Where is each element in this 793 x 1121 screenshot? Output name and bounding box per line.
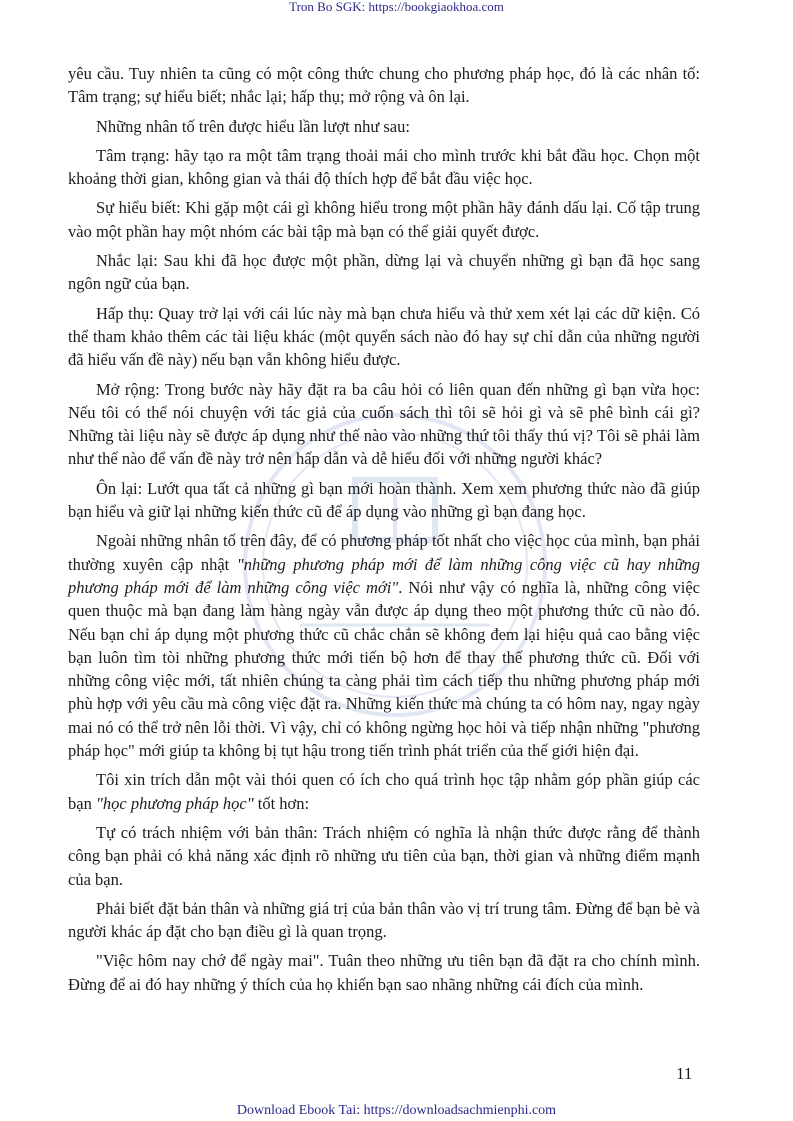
paragraph: yêu cầu. Tuy nhiên ta cũng có một công thức chung cho phương pháp học, đó là các nhân tố: Tâm trạng; sự hiểu biết; nhắc lại; hấp thụ; mở rộng và ôn lại.	[68, 64, 700, 107]
paragraph-text: Tôi xin trích dẫn một vài thói quen có ích cho quá trình học tập nhằm góp phần giúp các bạn	[68, 770, 700, 813]
paragraph: Sự hiểu biết: Khi gặp một cái gì không hiểu trong một phần hãy đánh dấu lại. Cố tập trung vào một phần hay một nhóm các bài tập mà bạn có thể giải quyết được.	[68, 198, 700, 241]
paragraph: Ôn lại: Lướt qua tất cả những gì bạn mới hoàn thành. Xem xem phương thức nào đã giúp bạn hiểu và giữ lại những kiến thức cũ để áp dụng vào những gì bạn đang học.	[68, 478, 700, 522]
paragraph-text: . Nói như vậy có nghĩa là, những công việc quen thuộc mà bạn đang làm hàng ngày vẫn được áp dụng theo một phương thức cũ nào đó. Nếu bạn chỉ áp dụng một phương thức cũ chắc chắn sẽ không đem lại hiệu quả cao bằng việc bạn luôn tìm tòi những phương thức mới tiến bộ hơn để thay thế phương thức cũ. Đối với những công việc mới, tất nhiên chúng ta càng phải tìm cách tiếp thu những phương pháp mới phù hợp với yêu cầu mà công việc đặt ra. Những kiến thức mà chúng ta có hôm nay, ngay ngày mai nó có thể trở nên lỗi thời. Vì vậy, chỉ có không ngừng học hỏi và tiếp nhận những "phương pháp học" mới giúp ta không bị tụt hậu trong tiến trình phát triển của thế giới hiện đại.	[68, 577, 700, 761]
paragraph: Phải biết đặt bản thân và những giá trị của bản thân vào vị trí trung tâm. Đừng để bạn bè và người khác áp đặt cho bạn điều gì là quan trọng.	[68, 898, 700, 942]
paragraph	[68, 529, 700, 762]
paragraph: "Việc hôm nay chớ để ngày mai". Tuân theo những ưu tiên bạn đã đặt ra cho chính mình. Đừng để ai đó hay những ý thích của họ khiến bạn sao nhãng những cái đích của mình.	[68, 951, 700, 994]
paragraph: Những nhân tố trên được hiểu lần lượt như sau:	[96, 116, 410, 136]
paragraph: Mở rộng: Trong bước này hãy đặt ra ba câu hỏi có liên quan đến những gì bạn vừa học: Nếu tôi có thể nói chuyện với tác giả của cuốn sách thì tôi sẽ hỏi gì và sẽ phê bình cái gì? Những tài liệu này sẽ được áp dụng như thế nào vào những thứ tôi thấy thú vị? Tôi sẽ phải làm như thế nào để vấn đề này trở nên hấp dẫn và dễ hiểu đối với những người khác?	[68, 379, 700, 469]
italic-quote: "học phương pháp học"	[95, 793, 254, 813]
paragraph-text: Ngoài những nhân tố trên đây, để có phương pháp tốt nhất cho việc học của mình, bạn phải thường xuyên cập nhật	[68, 531, 700, 574]
paragraph: Hấp thụ: Quay trở lại với cái lúc này mà bạn chưa hiểu và thử xem xét lại các dữ kiện. Có thể tham khảo thêm các tài liệu khác (một quyển sách nào đó hay sự chỉ dẫn của những người đã hiểu vấn đề này) nếu bạn vẫn không hiểu được.	[68, 303, 700, 370]
page-body	[68, 62, 700, 1002]
paragraph: Tâm trạng: hãy tạo ra một tâm trạng thoải mái cho mình trước khi bắt đầu học. Chọn một khoảng thời gian, không gian và thái độ thích hợp để bắt đầu việc học.	[68, 145, 700, 189]
header-source-link[interactable]: Tron Bo SGK: https://bookgiaokhoa.com	[289, 0, 504, 14]
paragraph-text: tốt hơn:	[253, 793, 310, 813]
italic-quote: "những phương pháp mới để làm những công việc cũ hay những phương pháp mới để làm những công việc mới"	[68, 554, 700, 597]
footer-download-link[interactable]: Download Ebook Tai: https://downloadsachmienphi.com	[236, 1103, 557, 1118]
paragraph: Tự có trách nhiệm với bản thân: Trách nhiệm có nghĩa là nhận thức được rằng để thành công bạn phải có khả năng xác định rõ những ưu tiên của bạn, thời gian và những điểm mạnh của bạn.	[68, 822, 700, 889]
paragraph	[68, 768, 700, 815]
page-number: 11	[676, 1064, 693, 1083]
paragraph: Nhắc lại: Sau khi đã học được một phần, dừng lại và chuyển những gì bạn đã học sang ngôn ngữ của bạn.	[68, 251, 700, 294]
